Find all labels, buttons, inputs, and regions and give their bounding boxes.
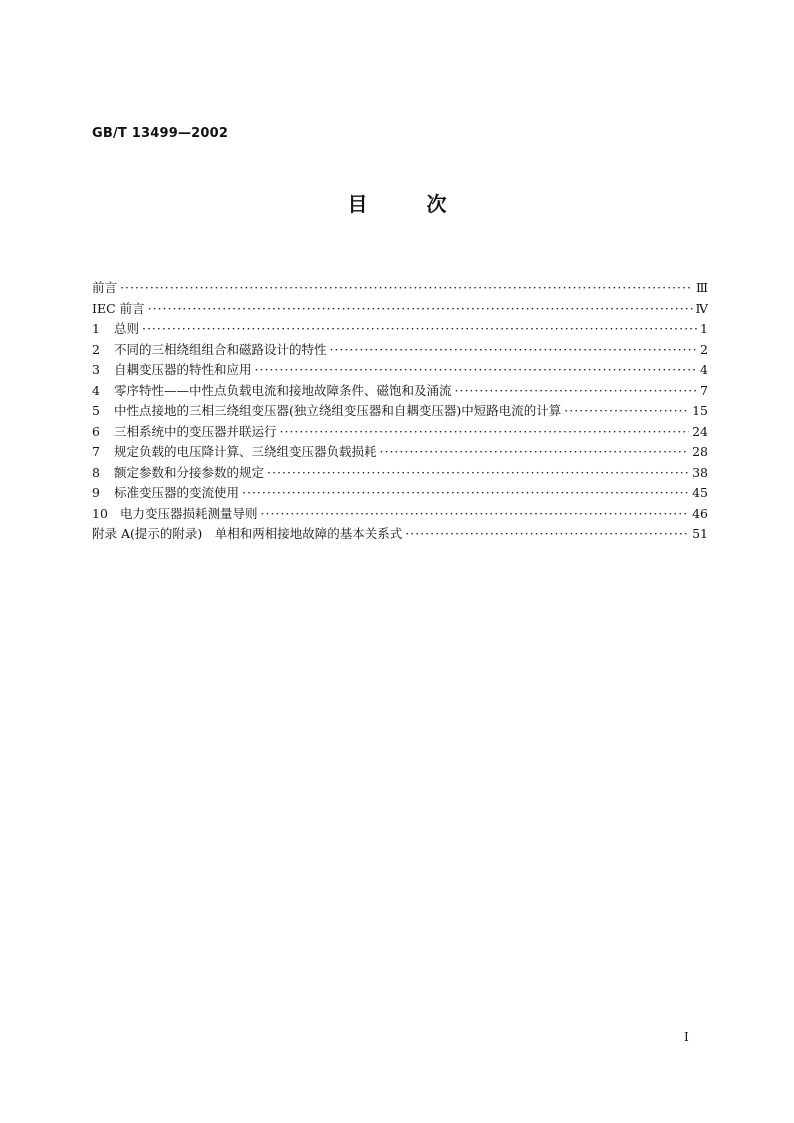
toc-item-page: 4 xyxy=(700,362,708,377)
toc-item-5[interactable] xyxy=(92,401,708,422)
toc-item-title: IEC 前言 xyxy=(92,300,145,316)
toc-leader-dots xyxy=(120,278,693,299)
page-title: 目 次 xyxy=(347,192,447,216)
toc-leader-dots xyxy=(267,463,689,484)
toc-item-iec-foreword[interactable] xyxy=(92,299,708,320)
toc-item-number: 9 xyxy=(92,485,100,500)
toc-leader-dots xyxy=(255,360,697,381)
toc-item-number: 6 xyxy=(92,423,100,439)
toc-item-page: 45 xyxy=(692,485,708,500)
toc-item-number: 7 xyxy=(92,444,100,459)
toc-item-title: 三相系统中的变压器并联运行 xyxy=(114,423,277,439)
toc-leader-dots xyxy=(142,319,697,340)
toc-leader-dots xyxy=(455,381,697,402)
toc-item-page: 28 xyxy=(692,444,708,459)
toc-item-page: Ⅲ xyxy=(695,280,708,295)
toc-item-page: 38 xyxy=(692,464,708,480)
toc-leader-dots xyxy=(405,524,689,545)
toc-item-title: 自耦变压器的特性和应用 xyxy=(114,362,252,377)
toc-item-8[interactable] xyxy=(92,463,708,484)
page-number: I xyxy=(684,1030,689,1044)
toc-leader-dots xyxy=(280,422,690,443)
toc-leader-dots xyxy=(564,401,689,422)
toc-item-page: 15 xyxy=(692,403,708,418)
toc-leader-dots xyxy=(242,483,689,504)
toc-item-page: 1 xyxy=(700,321,708,336)
toc-item-4[interactable] xyxy=(92,381,708,402)
toc-item-number: 1 xyxy=(92,321,100,336)
toc-item-appendix-a[interactable] xyxy=(92,524,708,545)
toc-item-title: 电力变压器损耗测量导则 xyxy=(120,505,258,521)
toc-item-number: 8 xyxy=(92,464,100,480)
toc-item-title: 前言 xyxy=(92,280,118,295)
table-of-contents xyxy=(92,278,708,545)
toc-item-title: 标准变压器的变流使用 xyxy=(114,485,240,500)
toc-item-title: 附录 A(提示的附录) 单相和两相接地故障的基本关系式 xyxy=(92,526,403,541)
toc-item-page: 7 xyxy=(700,382,708,398)
standard-code: GB/T 13499—2002 xyxy=(92,126,229,141)
toc-item-title: 额定参数和分接参数的规定 xyxy=(114,464,265,480)
toc-item-2[interactable] xyxy=(92,340,708,361)
toc-leader-dots xyxy=(380,442,690,463)
toc-item-7[interactable] xyxy=(92,442,708,463)
toc-item-title: 中性点接地的三相三绕组变压器(独立绕组变压器和自耦变压器)中短路电流的计算 xyxy=(114,403,562,418)
toc-item-1[interactable] xyxy=(92,319,708,340)
toc-item-title: 零序特性——中性点负载电流和接地故障条件、磁饱和及涌流 xyxy=(114,382,452,398)
toc-item-title: 总则 xyxy=(114,321,140,336)
toc-leader-dots xyxy=(330,340,697,361)
toc-item-number: 10 xyxy=(92,505,108,521)
toc-item-number: 4 xyxy=(92,382,100,398)
toc-item-foreword[interactable] xyxy=(92,278,708,299)
toc-item-page: 24 xyxy=(692,423,708,439)
toc-item-number: 2 xyxy=(92,341,100,357)
toc-leader-dots xyxy=(148,299,693,320)
toc-item-6[interactable] xyxy=(92,422,708,443)
toc-item-title: 规定负载的电压降计算、三绕组变压器负载损耗 xyxy=(114,444,377,459)
toc-item-page: 46 xyxy=(692,505,708,521)
toc-leader-dots xyxy=(261,504,690,525)
toc-item-3[interactable] xyxy=(92,360,708,381)
toc-item-page: 2 xyxy=(700,341,708,357)
toc-item-number: 5 xyxy=(92,403,100,418)
toc-item-number: 3 xyxy=(92,362,100,377)
toc-item-10[interactable] xyxy=(92,504,708,525)
toc-item-page: Ⅳ xyxy=(695,300,708,316)
toc-item-9[interactable] xyxy=(92,483,708,504)
toc-item-title: 不同的三相绕组组合和磁路设计的特性 xyxy=(114,341,327,357)
toc-item-page: 51 xyxy=(692,526,708,541)
